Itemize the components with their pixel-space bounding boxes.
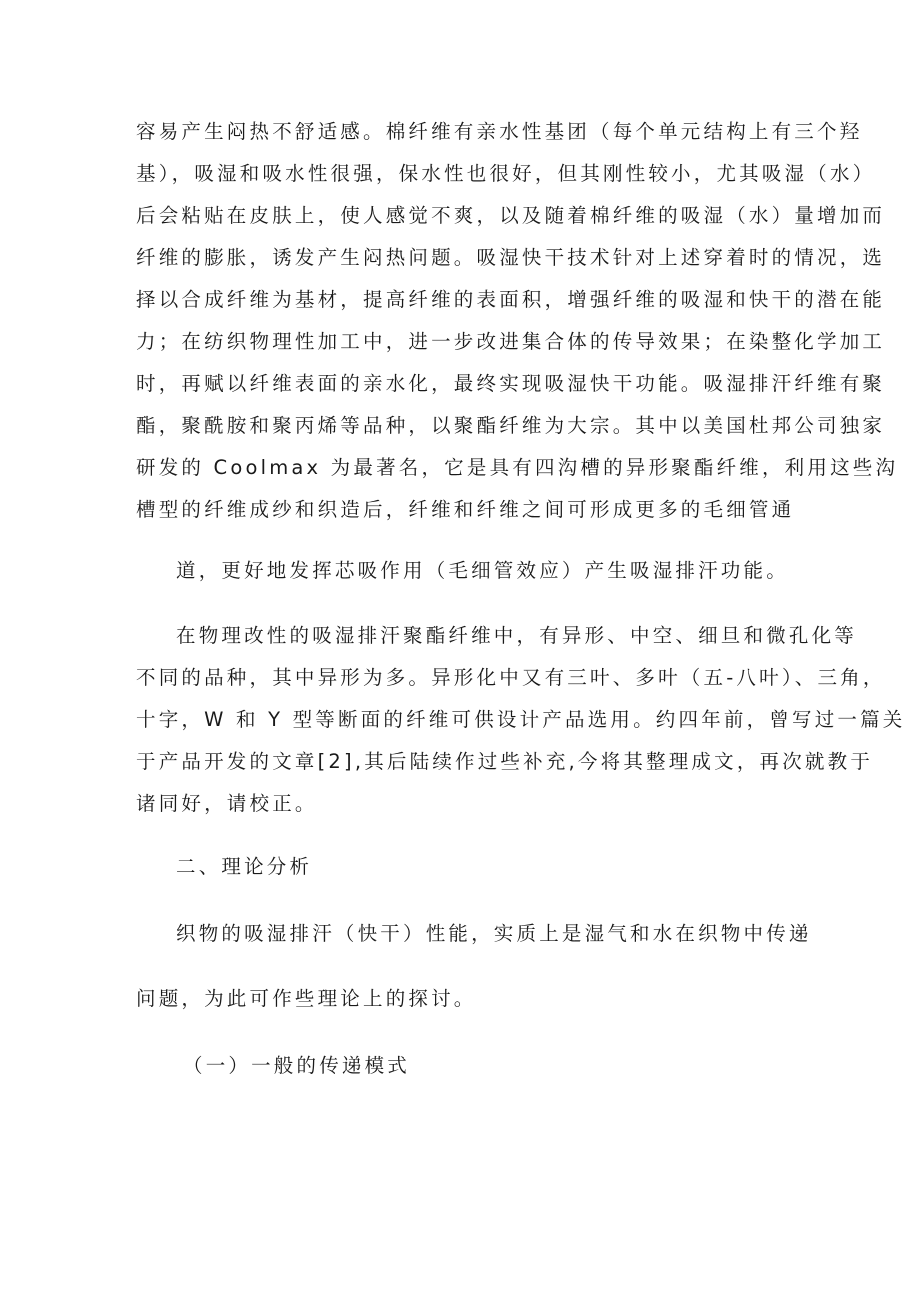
text-line: 时，再赋以纤维表面的亲水化，最终实现吸湿快干功能。吸湿排汗纤维有聚 bbox=[136, 372, 886, 395]
text-line: 基），吸湿和吸水性很强，保水性也很好，但其刚性较小，尤其吸湿（水） bbox=[136, 162, 876, 185]
text-line: 十字，W 和 Y 型等断面的纤维可供设计产品选用。约四年前，曾写过一篇关 bbox=[136, 708, 906, 731]
section-heading: 二、理论分析 bbox=[176, 855, 313, 878]
text-line: 纤维的膨胀，诱发产生闷热问题。吸湿快干技术针对上述穿着时的情况，选 bbox=[136, 246, 886, 269]
subsection-heading: （一）一般的传递模式 bbox=[183, 1054, 411, 1077]
text-line: 容易产生闷热不舒适感。棉纤维有亲水性基团（每个单元结构上有三个羟 bbox=[136, 120, 863, 143]
text-line: 力；在纺织物理性加工中，进一步改进集合体的传导效果；在染整化学加工 bbox=[136, 330, 886, 353]
text-line: 研发的 Coolmax 为最著名，它是具有四沟槽的异形聚酯纤维，利用这些沟 bbox=[136, 456, 899, 479]
text-line: 问题，为此可作些理论上的探讨。 bbox=[136, 987, 477, 1010]
text-line: 酯，聚酰胺和聚丙烯等品种，以聚酯纤维为大宗。其中以美国杜邦公司独家 bbox=[136, 414, 886, 437]
text-line: 织物的吸湿排汗（快干）性能，实质上是湿气和水在织物中传递 bbox=[176, 922, 812, 945]
text-line: 道，更好地发挥芯吸作用（毛细管效应）产生吸湿排汗功能。 bbox=[176, 559, 789, 582]
text-line: 于产品开发的文章[2],其后陆续作过些补充,今将其整理成文，再次就教于 bbox=[136, 750, 874, 773]
text-line: 不同的品种，其中异形为多。异形化中又有三叶、多叶（五-八叶）、三角， bbox=[136, 666, 886, 689]
text-line: 槽型的纤维成纱和织造后，纤维和纤维之间可形成更多的毛细管通 bbox=[136, 498, 795, 521]
text-line: 在物理改性的吸湿排汗聚酯纤维中，有异形、中空、细旦和微孔化等 bbox=[176, 624, 858, 647]
text-line: 后会粘贴在皮肤上，使人感觉不爽，以及随着棉纤维的吸湿（水）量增加而 bbox=[136, 204, 886, 227]
text-line: 诸同好，请校正。 bbox=[136, 792, 318, 815]
text-line: 择以合成纤维为基材，提高纤维的表面积，增强纤维的吸湿和快干的潜在能 bbox=[136, 288, 886, 311]
